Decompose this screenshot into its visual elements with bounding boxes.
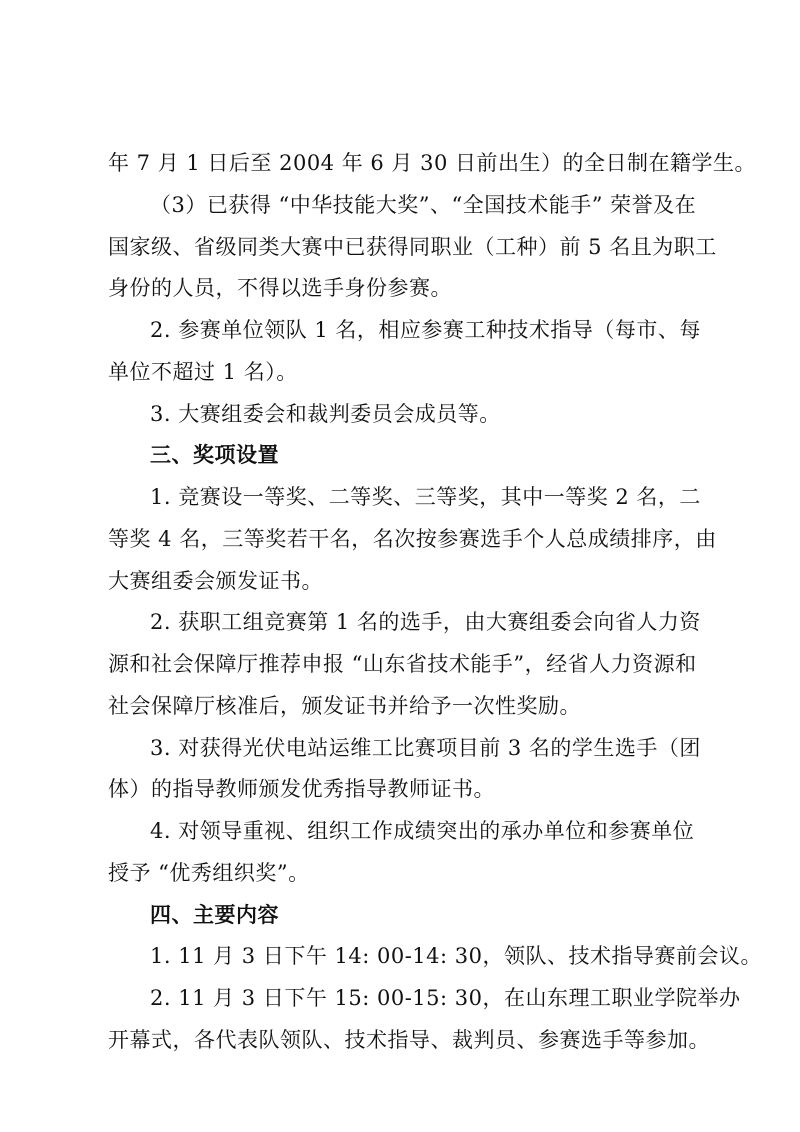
section-heading: 三、奖项设置	[150, 443, 279, 467]
paragraph-line: 体）的指导教师颁发优秀指导教师证书。	[108, 777, 495, 801]
paragraph-line: 2. 获职工组竞赛第 1 名的选手，由大赛组委会向省人力资	[150, 610, 701, 634]
paragraph-line: 年 7 月 1 日后至 2004 年 6 月 30 日前出生）的全日制在籍学生。	[108, 151, 756, 175]
paragraph-line: 源和社会保障厅推荐申报 “山东省技术能手”，经省人力资源和	[108, 652, 697, 676]
paragraph-line: 开幕式，各代表队领队、技术指导、裁判员、参赛选手等参加。	[108, 1028, 710, 1052]
paragraph-line: （3）已获得 “中华技能大奖”、“全国技术能手” 荣誉及在	[150, 193, 697, 217]
paragraph-line: 身份的人员，不得以选手身份参赛。	[108, 276, 452, 300]
paragraph-line: 大赛组委会颁发证书。	[108, 569, 323, 593]
paragraph-line: 社会保障厅核准后，颁发证书并给予一次性奖励。	[108, 694, 581, 718]
paragraph-line: 单位不超过 1 名）。	[108, 360, 298, 384]
paragraph-line: 3. 对获得光伏电站运维工比赛项目前 3 名的学生选手（团	[150, 736, 701, 760]
paragraph-line: 2. 11 月 3 日下午 15: 00-15: 30，在山东理工职业学院举办	[150, 986, 741, 1010]
paragraph-line: 3. 大赛组委会和裁判委员会成员等。	[150, 402, 501, 426]
paragraph-line: 国家级、省级同类大赛中已获得同职业（工种）前 5 名且为职工	[108, 235, 717, 259]
paragraph-line: 4. 对领导重视、组织工作成绩突出的承办单位和参赛单位	[150, 819, 695, 843]
paragraph-line: 1. 11 月 3 日下午 14: 00-14: 30，领队、技术指导赛前会议。	[150, 944, 762, 968]
paragraph-line: 授予 “优秀组织奖”。	[108, 861, 310, 885]
section-heading: 四、主要内容	[150, 903, 279, 927]
paragraph-line: 2. 参赛单位领队 1 名，相应参赛工种技术指导（每市、每	[150, 318, 701, 342]
paragraph-line: 等奖 4 名，三等奖若干名，名次按参赛选手个人总成绩排序，由	[108, 527, 717, 551]
paragraph-line: 1. 竞赛设一等奖、二等奖、三等奖，其中一等奖 2 名，二	[150, 485, 701, 509]
